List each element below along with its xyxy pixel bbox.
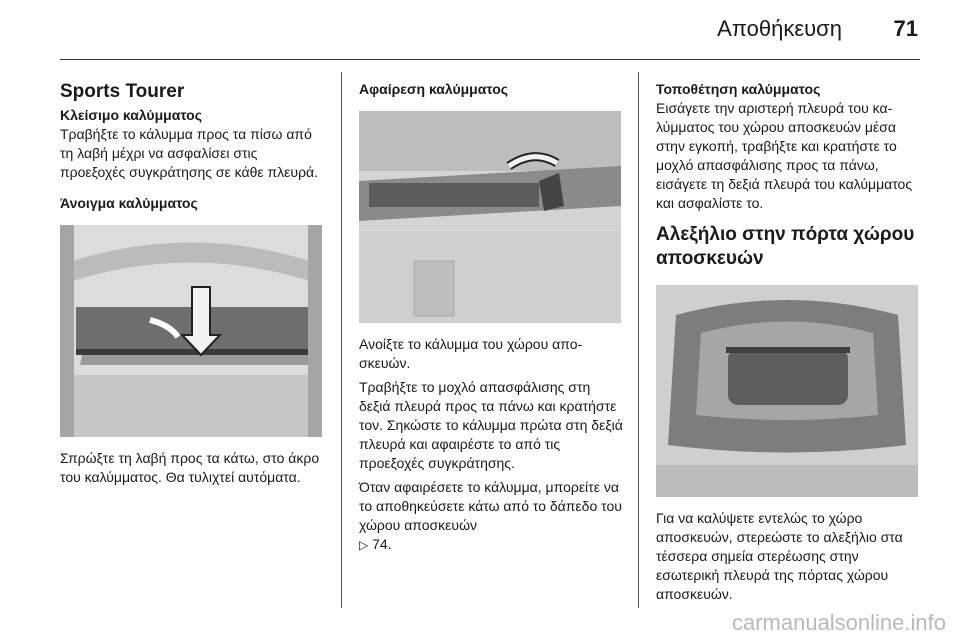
remove-cover-heading: Αφαίρεση καλύμματος [359, 81, 509, 97]
tailgate-sunshade-heading: Αλεξήλιο στην πόρτα χώρου αποσκευών [656, 224, 915, 269]
page-title: Αποθήκευση [717, 16, 842, 41]
close-cover-heading: Κλείσιμο καλύμματος [60, 107, 203, 123]
column-1 [60, 72, 326, 487]
open-cover-illustration [60, 225, 322, 437]
close-cover-text: Τραβήξτε το κάλυμμα προς τα πίσω από τη λαβή μέχρι να ασφαλίσει στις προεξοχές συγκράτησης σε κάθε πλευρά. [60, 126, 319, 180]
remove-cover-illustration [359, 111, 621, 323]
remove-p2: Τραβήξτε το μοχλό απασφάλισης στη δεξιά πλευρά προς τα πάνω και κρατήστε τον. Σηκώστε το κάλυμμα πρώτα στη δεξιά πλευρά και αφαιρέστε το από τις προεξοχές συγκράτησης. [359, 379, 623, 471]
tailgate-sunshade-text: Για να καλύψετε εντελώς το χώρο αποσκευών, στερεώστε το αλεξήλιο στα τέσσερα σημεία στερέωσης στην εσωτερική πλευρά της πόρτας χώρου αποσκευών. [656, 510, 903, 602]
watermark: carmanualsonline.info [731, 610, 946, 635]
remove-p1: Ανοίξτε το κάλυμμα του χώρου αποσκευών. [359, 336, 583, 371]
install-cover-heading: Τοποθέτηση καλύμματος [656, 81, 821, 97]
column-3 [656, 72, 922, 604]
column-2 [359, 72, 623, 555]
tailgate-sunshade-illustration [656, 285, 918, 497]
page-reference-icon: ▷ [359, 538, 369, 552]
page-reference[interactable]: 74. [372, 536, 392, 552]
open-cover-heading: Άνοιγμα καλύμματος [60, 195, 198, 211]
open-cover-text: Σπρώξτε τη λαβή προς τα κάτω, στο άκρο του καλύμματος. Θα τυλιχτεί αυτόματα. [60, 450, 320, 485]
header-divider [60, 59, 920, 60]
remove-p3: Όταν αφαιρέσετε το κάλυμμα, μπορείτε να το αποθηκεύσετε κάτω από το δάπεδο του χώρου αποσκευών [359, 479, 622, 533]
column-divider-1 [341, 72, 342, 608]
page-number: 71 [893, 16, 918, 41]
column-divider-2 [638, 72, 639, 608]
section-title: Sports Tourer [60, 81, 185, 102]
install-cover-text: Εισάγετε την αριστερή πλευρά του καλύμματος του χώρου αποσκευών μέσα στην εγκοπή, τραβήξτε και κρατήστε το μοχλό απασφάλισης προς τα πάνω, εισάγετε τη δεξιά πλευρά του καλύμματος και ασφαλίστε το. [656, 100, 913, 211]
page-header [0, 0, 960, 60]
